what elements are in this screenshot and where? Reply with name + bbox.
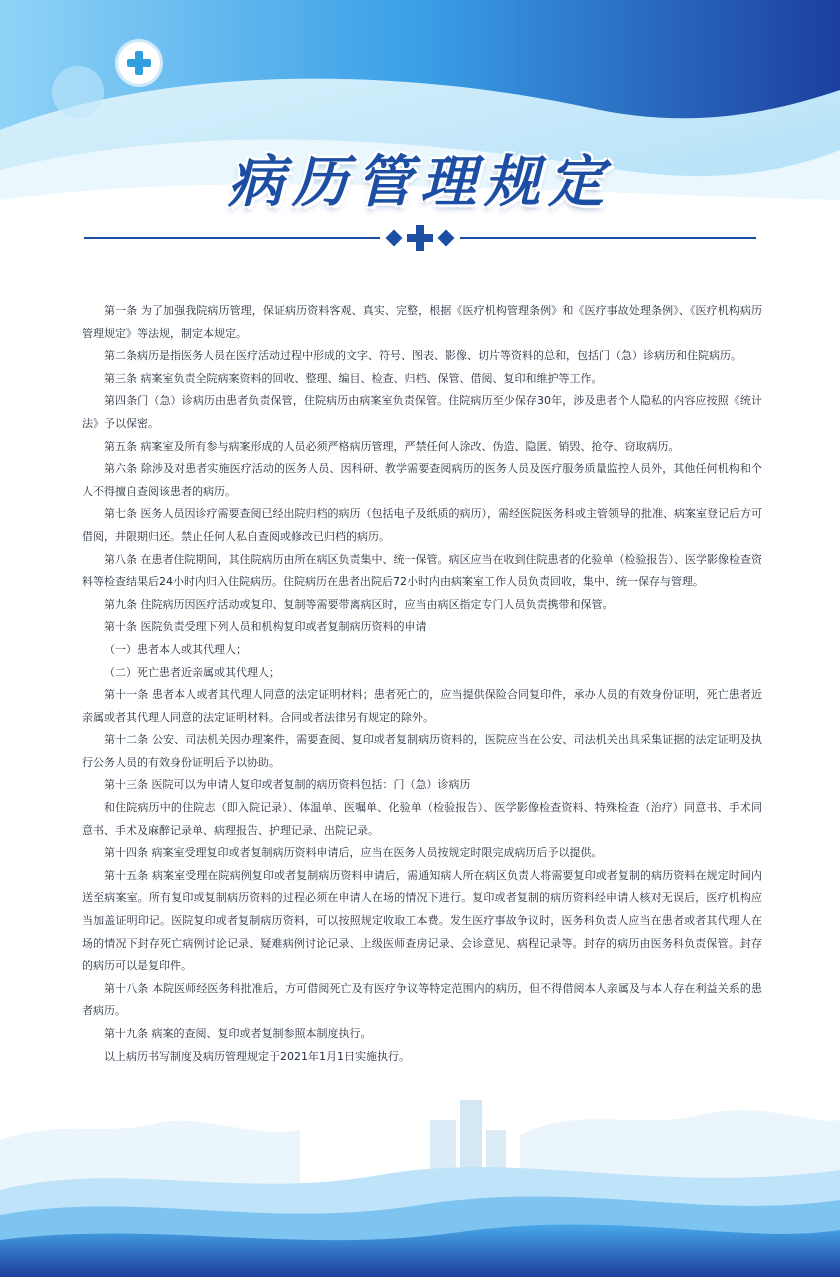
- article-paragraph: 第十一条 患者本人或者其代理人同意的法定证明材料；患者死亡的，应当提供保险合同复印件，承办人员的有效身份证明，死亡患者近亲属或者其代理人同意的法定证明材料。合同或者法律另有规定的除外。: [82, 688, 762, 724]
- article-paragraph: （一）患者本人或其代理人；: [104, 642, 247, 656]
- article-paragraph: 和住院病历中的住院志（即入院记录）、体温单、医嘱单、化验单（检验报告）、医学影像检查资料、特殊检查（治疗）同意书、手术同意书、手术及麻醉记录单、病理报告、护理记录、出院记录。: [82, 801, 762, 837]
- article-paragraph: 第十四条 病案室受理复印或者复制病历资料申请后，应当在医务人员按规定时限完成病历后予以提供。: [104, 846, 603, 860]
- article-paragraph: 第六条 除涉及对患者实施医疗活动的医务人员、因科研、教学需要查阅病历的医务人员及医疗服务质量监控人员外，其他任何机构和个人不得擅自查阅该患者的病历。: [82, 462, 762, 498]
- divider-line-left: [84, 237, 380, 239]
- article-paragraph: 第十二条 公安、司法机关因办理案件，需要查阅、复印或者复制病历资料的，医院应当在公安、司法机关出具采集证据的法定证明及执行公务人员的有效身份证明后予以协助。: [82, 733, 762, 769]
- divider-line-right: [460, 237, 756, 239]
- article-paragraph: 第九条 住院病历因医疗活动或复印、复制等需要带离病区时，应当由病区指定专门人员负责携带和保管。: [104, 597, 614, 611]
- article-paragraph: 以上病历书写制度及病历管理规定于2021年1月1日实施执行。: [104, 1049, 410, 1063]
- page-title: 病历管理规定: [228, 150, 612, 215]
- diamond-icon: [386, 230, 403, 247]
- footer-wave-background: [0, 1080, 840, 1277]
- article-paragraph: 第十八条 本院医师经医务科批准后，方可借阅死亡及有医疗争议等特定范围内的病历，但不得借阅本人亲属及与本人存在利益关系的患者病历。: [82, 981, 762, 1018]
- regulation-text: [82, 300, 762, 1068]
- article-paragraph: 第十条 医院负责受理下列人员和机构复印或者复制病历资料的申请: [104, 620, 427, 634]
- article-paragraph: 第五条 病案室及所有参与病案形成的人员必须严格病历管理，严禁任何人涂改、伪造、隐匿、销毁、抢夺、窃取病历。: [104, 439, 680, 453]
- article-paragraph: 第二条病历是指医务人员在医疗活动过程中形成的文字、符号、图表、影像、切片等资料的总和，包括门（急）诊病历和住院病历。: [104, 349, 742, 363]
- article-paragraph: 第四条门（急）诊病历由患者负责保管，住院病历由病案室负责保管。住院病历至少保存30年，涉及患者个人隐私的内容应按照《统计法》予以保密。: [82, 394, 762, 430]
- article-paragraph: 第七条 医务人员因诊疗需要查阅已经出院归档的病历（包括电子及纸质的病历），需经医院医务科或主管领导的批准、病案室登记后方可借阅，并限期归还。禁止任何人私自查阅或修改已归档的病历。: [82, 507, 762, 543]
- article-paragraph: 第一条 为了加强我院病历管理，保证病历资料客观、真实、完整，根据《医疗机构管理条例》和《医疗事故处理条例》、《医疗机构病历管理规定》等法规，制定本规定。: [82, 304, 762, 340]
- medical-cross-icon: [118, 42, 160, 84]
- article-paragraph: 第三条 病案室负责全院病案资料的回收、整理、编目、检查、归档、保管、借阅、复印和维护等工作。: [104, 371, 603, 385]
- article-paragraph: 第八条 在患者住院期间，其住院病历由所在病区负责集中、统一保管。病区应当在收到住院患者的化验单（检验报告）、医学影像检查资料等检查结果后24小时内归入住院病历。住院病历在患者出院后72小时内由病案室工作人员负责回收，集中、统一保存与管理。: [82, 552, 762, 589]
- article-paragraph: （二）死亡患者近亲属或其代理人；: [104, 665, 280, 679]
- article-paragraph: 第十五条 病案室受理在院病例复印或者复制病历资料申请后，需通知病人所在病区负责人将需要复印或者复制的病历资料在规定时间内送至病案室。所有复印或复制病历资料的过程必须在申请人在场的情况下进行。复印或者复制的病历资料经申请人核对无误后，医疗机构应当加盖证明印记。医院复印或者复制病历资料，可以按照规定收取工本费。发生医疗事故争议时，医务科负责人应当在患者或者其代理人在场的情况下封存死亡病例讨论记录、疑难病例讨论记录、上级医师查房记录、会诊意见、病程记录等。封存的病历由医务科负责保管。封存的病历可以是复印件。: [82, 868, 762, 973]
- title-divider: [84, 224, 756, 252]
- cross-icon: [407, 225, 433, 251]
- article-paragraph: 第十三条 医院可以为申请人复印或者复制的病历资料包括：门（急）诊病历: [104, 778, 471, 792]
- article-paragraph: 第十九条 病案的查阅、复印或者复制参照本制度执行。: [104, 1027, 372, 1040]
- diamond-icon: [438, 230, 455, 247]
